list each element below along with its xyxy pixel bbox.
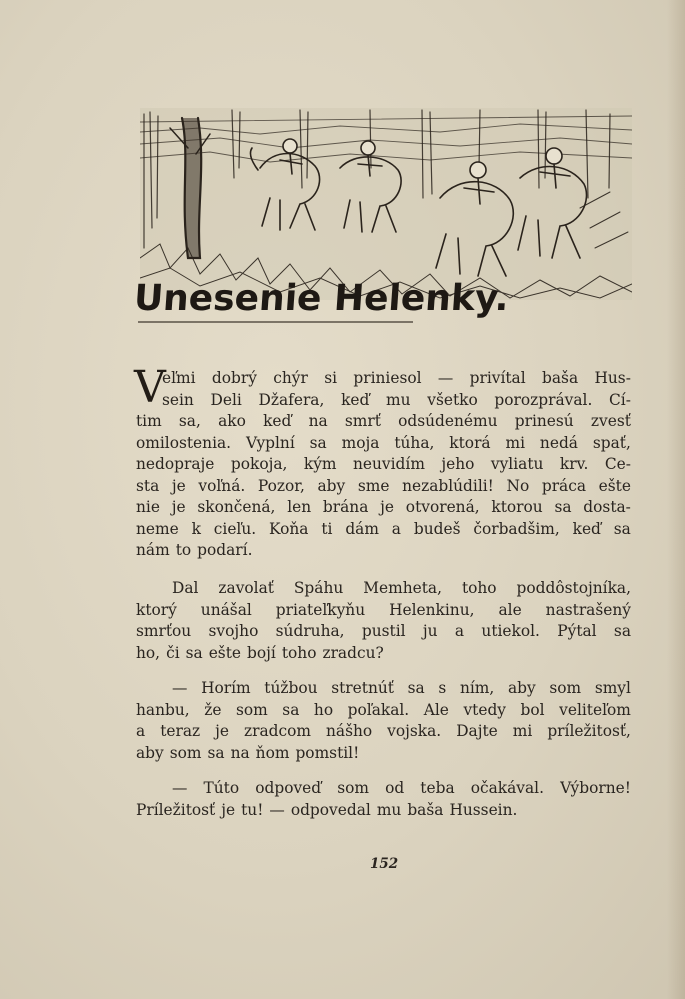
text-line: — Túto odpoveď som od teba očakával. Výborne! — [172, 779, 631, 797]
chapter-title: Unesenie Helenky. — [132, 278, 511, 319]
text-line: eľmi dobrý chýr si priniesol — privítal baša Hus- — [162, 369, 631, 387]
text-line: ktorý unášal priateľkyňu Helenkinu, ale nastrašený — [136, 600, 631, 619]
page-edge-shadow — [667, 0, 685, 999]
page-number: 152 — [370, 856, 399, 872]
text-line: nedopraje pokoja, kým neuvidím jeho vyliatu krv. Ce- — [136, 455, 631, 473]
chapter-illustration — [140, 108, 632, 300]
text-line: neme k cieľu. Koňa ti dám a budeš čorbadšim, keď sa — [136, 519, 631, 538]
text-line: sein Deli Džafera, keď mu všetko porozprával. Cí- — [162, 390, 631, 409]
text-line: tim sa, ako keď na smrť odsúdenému prinesú zvesť — [136, 412, 631, 430]
text-line: Dal zavolať Spáhu Memheta, toho poddôstojníka, — [172, 579, 631, 597]
title-underline — [138, 321, 413, 323]
paragraph-1 — [134, 362, 631, 562]
text-line: aby som sa na ňom pomstil! — [136, 743, 360, 762]
text-line: smrťou svojho súdruha, pustil ju a utiekol. Pýtal sa — [136, 622, 631, 640]
paragraph-3 — [136, 678, 631, 764]
paragraph-4 — [136, 778, 631, 821]
drop-cap: V — [134, 362, 166, 413]
text-line: — Horím túžbou stretnúť sa s ním, aby som smyl — [172, 679, 631, 697]
text-line: ho, či sa ešte bojí toho zradcu? — [136, 643, 384, 662]
text-line: nie je skončená, len brána je otvorená, ktorou sa dosta- — [136, 498, 631, 516]
text-line: hanbu, že som sa ho poľakal. Ale vtedy bol veliteľom — [136, 700, 631, 719]
text-line: omilostenia. Vyplní sa moja túha, ktorá mi nedá spať, — [136, 433, 631, 452]
text-line: nám to podarí. — [136, 541, 253, 559]
text-line: Príležitosť je tu! — odpovedal mu baša Hussein. — [136, 800, 518, 819]
text-line: a teraz je zradcom nášho vojska. Dajte mi príležitosť, — [136, 722, 631, 740]
paragraph-2 — [136, 578, 631, 664]
text-line: sta je voľná. Pozor, aby sme nezablúdili! No práca ešte — [136, 476, 631, 495]
